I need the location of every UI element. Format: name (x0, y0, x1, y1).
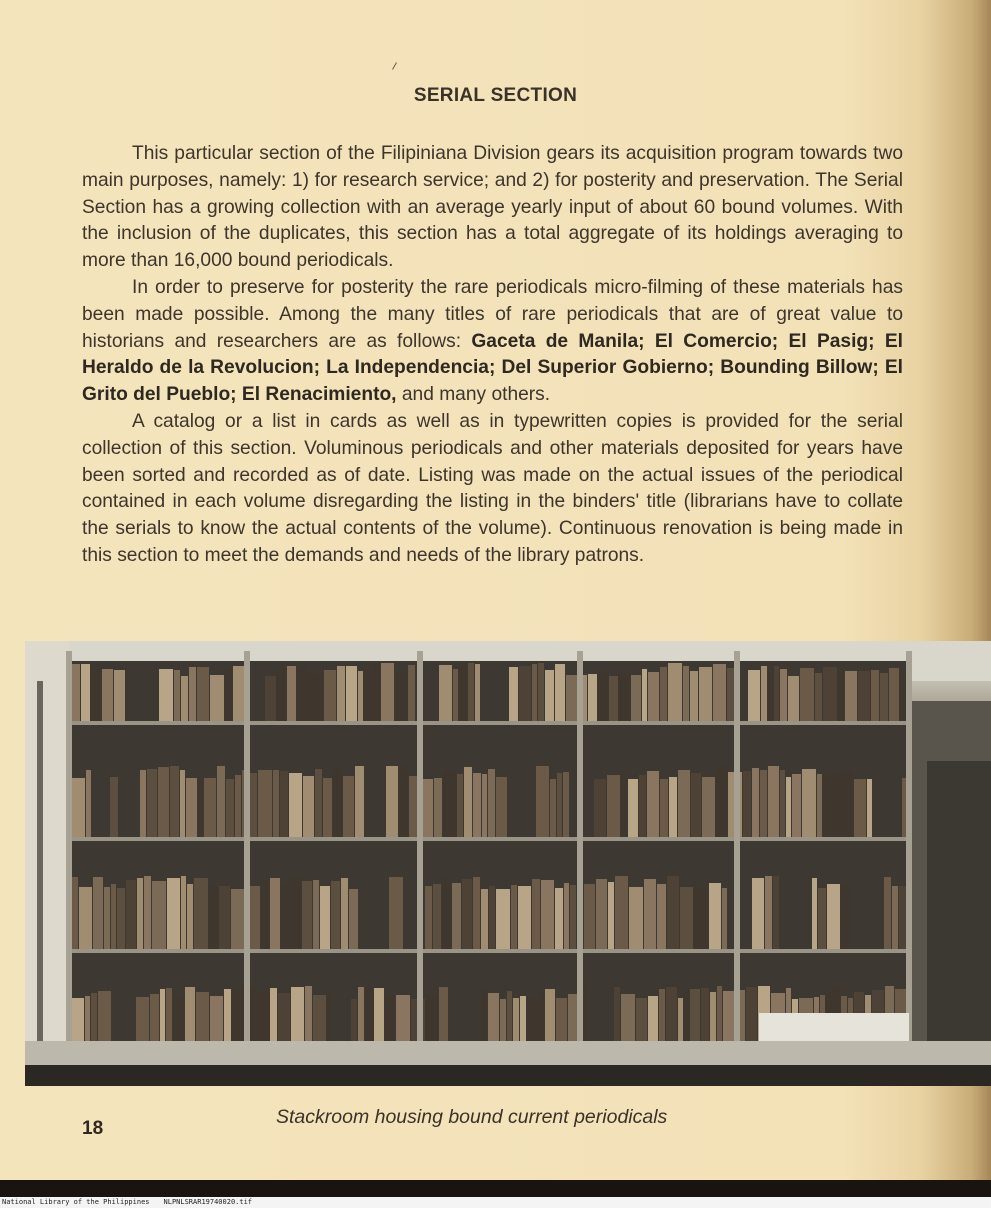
book-spine (532, 664, 537, 721)
footer-file-id: NLPNLSRAR19740020.tif (163, 1198, 253, 1206)
book-spine (817, 774, 822, 837)
book-spine (839, 771, 853, 837)
book-spine (313, 880, 319, 949)
book-spine (678, 770, 690, 837)
book-spine (439, 665, 452, 721)
book-spine (481, 988, 487, 1046)
book-spine (694, 888, 708, 949)
book-spine (224, 989, 231, 1046)
book-spine (713, 664, 726, 721)
book-spine (678, 998, 683, 1046)
book-spine (684, 990, 689, 1046)
book-spine (556, 998, 567, 1046)
book-spine (666, 987, 677, 1046)
book-spine (636, 998, 647, 1046)
book-spine (270, 988, 277, 1046)
book-spine (137, 878, 143, 949)
book-spine (93, 877, 103, 949)
book-spine (386, 766, 398, 837)
book-spine (564, 883, 569, 949)
book-spine (668, 663, 682, 721)
book-spine (619, 673, 630, 721)
book-spine (364, 669, 369, 721)
book-spine (481, 889, 488, 949)
book-spine (701, 988, 709, 1046)
book-spine (473, 773, 481, 837)
book-spine (232, 989, 244, 1046)
book-spine (518, 886, 531, 949)
book-spine (608, 882, 614, 949)
book-spine (615, 876, 628, 949)
book-spine (315, 769, 322, 837)
book-spine (313, 995, 326, 1046)
book-spine (871, 670, 879, 721)
book-spine (104, 887, 110, 949)
book-spine (204, 778, 216, 837)
book-spine (297, 666, 309, 721)
book-spine (648, 672, 659, 721)
book-spine (144, 876, 151, 949)
book-spine (459, 667, 467, 721)
book-spine (464, 767, 472, 837)
book-spine (823, 667, 837, 721)
book-spine (702, 777, 715, 837)
book-spine (289, 877, 301, 949)
book-spine (690, 671, 698, 721)
book-spine (111, 884, 116, 949)
book-spine (408, 665, 415, 721)
book-spine (278, 993, 290, 1046)
book-spine (845, 671, 857, 721)
book-spine (488, 993, 499, 1046)
book-spine (475, 664, 480, 721)
book-spine (607, 775, 620, 837)
book-spine (550, 779, 556, 837)
book-spine (532, 879, 540, 949)
book-spine (381, 663, 394, 721)
book-spine (71, 778, 85, 837)
book-spine (639, 775, 646, 837)
book-spine (281, 885, 288, 949)
book-spine (780, 669, 787, 721)
book-spine (468, 663, 474, 721)
book-spine (225, 668, 232, 721)
book-spine (513, 998, 519, 1046)
book-spine (250, 773, 257, 837)
book-spine (545, 670, 554, 721)
book-spine (760, 770, 767, 837)
book-spine (818, 888, 826, 949)
book-spine (409, 776, 418, 837)
book-spine (774, 666, 779, 721)
book-spine (425, 886, 432, 949)
shelf-post (66, 651, 72, 1047)
book-spine (880, 673, 888, 721)
book-spine (628, 779, 638, 837)
left-edge-books (37, 681, 43, 1041)
book-spine (609, 676, 618, 721)
book-spine (773, 876, 779, 949)
book-spine (389, 877, 403, 949)
paragraph-2-intro: In order to preserve for posterity the rare periodicals micro-filming of these materials has been made possible. Among the many titles of rare periodicals that are of great value to historians and researchers are as follows: (82, 276, 903, 352)
counter-front (25, 1065, 991, 1086)
book-spine (233, 666, 244, 721)
shelf-post (577, 651, 583, 1047)
book-spine (614, 987, 620, 1046)
right-cabinet (927, 761, 991, 1041)
book-spine (181, 876, 186, 949)
book-spine (337, 666, 345, 721)
book-spine (98, 991, 111, 1046)
bookshelf-illustration (25, 641, 991, 1086)
book-spine (557, 773, 562, 837)
book-spine (174, 670, 180, 721)
book-spine (746, 987, 757, 1046)
shelf-board (69, 721, 909, 725)
book-spine (621, 773, 627, 837)
book-spine (181, 676, 188, 721)
stackroom-photo (25, 641, 991, 1086)
book-spine (219, 886, 230, 949)
book-spine (752, 768, 759, 837)
book-spine (287, 666, 296, 721)
book-spine (305, 986, 312, 1046)
book-spine (166, 988, 172, 1046)
book-spine (323, 778, 332, 837)
book-spine (854, 779, 866, 837)
periodical-titles: Gaceta de Manila; El Comercio; El Pasig; El Heraldo de la Revolucion; La Independencia; Del Superior Gobierno; Bounding Billow; El Grito del Pueblo; El Renacimiento, (82, 330, 903, 406)
book-spine (81, 664, 90, 721)
book-spine (197, 667, 209, 721)
book-spine (722, 888, 727, 949)
page-number: 18 (82, 1118, 104, 1139)
book-spine (892, 886, 898, 949)
book-spine (473, 877, 480, 949)
book-spine (71, 998, 84, 1046)
book-spine (621, 994, 635, 1046)
book-spine (667, 876, 679, 949)
book-spine (433, 884, 441, 949)
book-spine (270, 878, 280, 949)
book-spine (170, 766, 179, 837)
book-spine (71, 664, 80, 721)
shelf-board (69, 949, 909, 953)
book-spine (858, 671, 870, 721)
book-spine (899, 886, 907, 949)
book-spine (302, 881, 312, 949)
book-spine (511, 885, 517, 949)
book-spine (320, 886, 330, 949)
shelf-post (417, 651, 423, 1047)
book-spine (310, 675, 323, 721)
left-edge (25, 641, 69, 1061)
book-spine (496, 889, 510, 949)
book-spine (79, 887, 92, 949)
book-spine (823, 775, 829, 837)
book-spine (86, 770, 91, 837)
book-spine (710, 992, 716, 1046)
book-spine (709, 883, 721, 949)
book-spine (189, 667, 196, 721)
book-spine (788, 676, 799, 721)
book-spine (699, 667, 712, 721)
book-spine (489, 886, 495, 949)
book-spine (349, 889, 358, 949)
book-spine (527, 996, 538, 1046)
book-spine (482, 774, 487, 837)
shelf-post (244, 651, 250, 1047)
book-spine (594, 779, 606, 837)
book-spine (194, 878, 208, 949)
book-spine (343, 776, 354, 837)
book-spine (570, 885, 576, 949)
book-spine (277, 669, 286, 721)
book-spine (185, 987, 195, 1046)
scan-footer-text (2, 1198, 266, 1206)
book-spine (370, 664, 380, 721)
book-spine (680, 887, 693, 949)
book-spine (160, 989, 165, 1046)
paragraph-2 (82, 275, 903, 409)
photo-caption: Stackroom housing bound current periodicals (276, 1106, 668, 1128)
book-spine (716, 766, 727, 837)
book-spine (280, 771, 288, 837)
footer-institution: National Library of the Philippines (2, 1198, 150, 1206)
book-spine (265, 676, 276, 721)
book-spine (748, 670, 760, 721)
book-spine (629, 887, 643, 949)
book-spine (150, 994, 159, 1046)
book-spine (258, 770, 272, 837)
book-spine (331, 881, 340, 949)
book-spine (786, 777, 791, 837)
book-spine (690, 989, 700, 1046)
book-spine (136, 997, 149, 1046)
book-spine (717, 986, 722, 1046)
book-spine (439, 987, 448, 1046)
open-book-on-counter (759, 1013, 909, 1041)
book-spine (539, 991, 544, 1046)
book-spine (452, 883, 461, 949)
book-spine (358, 987, 364, 1046)
shelf-board (69, 837, 909, 841)
book-spine (180, 770, 185, 837)
book-spine (453, 669, 458, 721)
book-spine (434, 778, 442, 837)
book-spine (346, 666, 357, 721)
book-spine (768, 673, 773, 721)
book-spine (792, 774, 801, 837)
paragraph-2-outro: and many others. (396, 384, 551, 406)
book-spine (500, 999, 506, 1046)
book-spine (173, 997, 184, 1046)
book-spine (426, 995, 438, 1046)
book-spine (802, 769, 816, 837)
book-spine (566, 675, 577, 721)
book-spine (889, 668, 899, 721)
book-spine (385, 995, 395, 1046)
section-heading: SERIAL SECTION (413, 85, 578, 106)
stray-mark (392, 62, 397, 69)
book-spine (563, 772, 569, 837)
book-spine (683, 666, 689, 721)
book-spine (669, 777, 677, 837)
book-spine (830, 774, 838, 837)
book-spine (365, 988, 373, 1046)
book-spine (235, 775, 241, 837)
book-spine (765, 876, 772, 949)
book-spine (884, 877, 891, 949)
book-spine (152, 881, 166, 949)
book-spine (289, 773, 302, 837)
book-spine (443, 771, 456, 837)
book-spine (333, 769, 342, 837)
paragraph-1: This particular section of the Filipiniana Division gears its acquisition program towards two main purposes, namely: 1) for research service; and 2) for posterity and preservation. The Serial Section has a growing collection with an average yearly input of about 60 bound volumes. With the inclusion of the duplicates, this section has a total aggregate of its holdings averaging to more than 16,000 bound periodicals. (82, 143, 903, 272)
book-spine (768, 766, 779, 837)
book-spine (538, 663, 544, 721)
book-spine (257, 991, 269, 1046)
book-spine (396, 995, 410, 1046)
book-spine (91, 666, 101, 721)
book-spine (588, 674, 597, 721)
book-spine (536, 766, 549, 837)
book-spine (71, 877, 78, 949)
book-spine (815, 673, 822, 721)
book-spine (303, 776, 314, 837)
book-spine (210, 675, 224, 721)
book-spine (657, 884, 666, 949)
book-spine (780, 770, 785, 837)
book-spine (660, 779, 668, 837)
book-spine (647, 771, 659, 837)
paragraph-3: A catalog or a list in cards as well as in typewritten copies is provided for the serial collection of this section. Voluminous periodicals and other materials deposited for years have been sorted and recorded as of date. Listing was made on the actual issues of the periodical contained in each volume disregarding the listing in the binders' title (librarians have to collate the serials to know the actual contents of the volume). Continuous renovation is being made in this section to meet the demands and needs of the library patrons. (82, 410, 903, 566)
book-spine (126, 880, 136, 949)
book-spine (140, 770, 146, 837)
book-spine (187, 884, 193, 949)
book-spine (399, 766, 408, 837)
book-spine (743, 771, 751, 837)
book-spine (660, 667, 667, 721)
book-spine (761, 666, 767, 721)
book-spine (209, 886, 218, 949)
book-spine (167, 878, 180, 949)
book-spine (691, 773, 701, 837)
book-spine (102, 669, 113, 721)
book-spine (598, 671, 608, 721)
book-spine (631, 675, 641, 721)
book-spine (231, 889, 245, 949)
book-spine (158, 767, 169, 837)
book-spine (541, 880, 554, 949)
book-spine (496, 777, 507, 837)
book-spine (147, 769, 157, 837)
book-spine (867, 779, 872, 837)
book-spine (186, 778, 197, 837)
book-spine (642, 669, 647, 721)
book-spine (457, 774, 463, 837)
book-spine (900, 675, 906, 721)
book-spine (261, 880, 269, 949)
book-spine (110, 777, 118, 837)
book-spine (85, 996, 90, 1046)
book-spine (648, 996, 658, 1046)
counter-top (25, 1041, 991, 1067)
book-spine (584, 884, 595, 949)
book-spine (442, 876, 451, 949)
book-spine (520, 996, 526, 1046)
book-spine (596, 879, 607, 949)
book-spine (507, 991, 512, 1046)
book-spine (555, 888, 563, 949)
book-spine (545, 989, 555, 1046)
book-spine (91, 993, 97, 1046)
shelf-post (906, 651, 912, 1047)
book-spine (827, 884, 840, 949)
book-spine (812, 878, 817, 949)
book-spine (488, 769, 495, 837)
book-spine (226, 779, 234, 837)
book-spine (838, 671, 844, 721)
book-spine (555, 664, 565, 721)
book-spine (519, 666, 531, 721)
book-spine (291, 987, 304, 1046)
book-spine (210, 996, 223, 1046)
book-spine (273, 770, 279, 837)
book-spine (351, 999, 357, 1046)
book-spine (800, 668, 814, 721)
book-spine (395, 672, 407, 721)
book-spine (196, 992, 209, 1046)
book-spine (841, 884, 850, 949)
book-spine (117, 888, 125, 949)
book-spine (114, 670, 125, 721)
book-spine (355, 766, 364, 837)
book-spine (327, 988, 332, 1046)
body-text (82, 141, 903, 570)
book-spine (752, 878, 764, 949)
book-spine (509, 667, 518, 721)
book-spine (341, 878, 348, 949)
book-spine (198, 779, 203, 837)
book-spine (374, 988, 384, 1046)
book-spine (358, 671, 363, 721)
book-spine (462, 879, 472, 949)
book-spine (159, 669, 173, 721)
book-spine (324, 670, 336, 721)
book-spine (217, 766, 225, 837)
book-spine (644, 879, 656, 949)
book-spine (659, 989, 665, 1046)
shelf-post (734, 651, 740, 1047)
